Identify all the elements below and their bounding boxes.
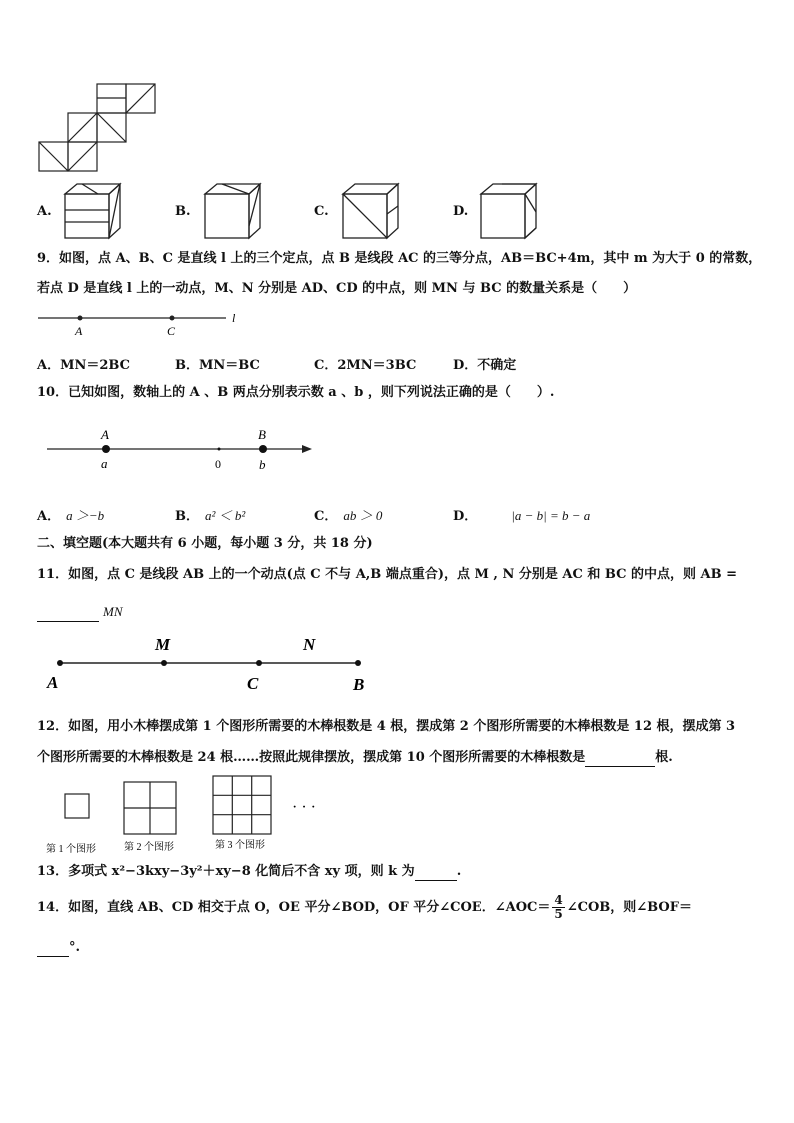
q9-option-b[interactable]: B．MN＝BC (175, 358, 260, 373)
q11-answer-line: MN (37, 603, 123, 622)
q11-blank[interactable] (37, 607, 99, 622)
q9-stem-line1: 9．如图，点 A、B、C 是直线 l 上的三个定点，点 B 是线段 AC 的三等分点，AB＝BC+4m，其中 m 为大于 0 的常数， (37, 251, 762, 266)
q10-option-b[interactable]: B． a² ＜ b² (175, 508, 246, 524)
q10-stem: 10．已知如图，数轴上的 A 、B 两点分别表示数 a 、b ，则下列说法正确的是（ ）. (37, 385, 555, 400)
q12-blank[interactable] (585, 752, 655, 767)
q13-stem: 13．多项式 x²−3kxy−3y²＋xy−8 化简后不含 xy 项，则 k 为 . (37, 864, 462, 879)
q10-label-a: a (101, 456, 108, 471)
q14-blank[interactable] (37, 942, 69, 957)
q10-option-d[interactable]: D． |a − b| = b − a (453, 508, 591, 524)
q11-label-A: A (47, 673, 59, 692)
q11-stem: 11．如图，点 C 是线段 AB 上的一个动点(点 C 不与 A,B 端点重合)，点 M , N 分别是 AC 和 BC 的中点，则 AB = (37, 567, 738, 582)
q10-label-zero: 0 (215, 457, 221, 471)
q8-option-c-label[interactable]: C. (314, 204, 329, 219)
q8-option-a-cube[interactable] (62, 182, 124, 240)
q11-label-B: B (353, 675, 365, 694)
q10-label-A: A (101, 427, 109, 442)
q12-stem-line1: 12．如图，用小木棒摆成第 1 个图形所需要的木棒根数是 4 根，摆成第 2 个图形所需要的木棒根数是 12 根，摆成第 3 (37, 719, 736, 734)
q9-stem-line2: 若点 D 是直线 l 上的一动点，M、N 分别是 AD、CD 的中点，则 MN 与 BC 的数量关系是（ ） (37, 281, 637, 296)
q12-stem-line2: 个图形所需要的木棒根数是 24 根……按照此规律摆放，摆成第 10 个图形所需要的木棒根数是 根. (37, 750, 673, 765)
q14-fraction: $\frac{4}{5}$ (554, 893, 563, 921)
q8-option-a-label[interactable]: A. (37, 204, 52, 219)
cube-net-figure (36, 82, 166, 178)
q10-label-b: b (259, 457, 266, 472)
q8-option-b-label[interactable]: B. (175, 204, 191, 219)
q9-option-d[interactable]: D．不确定 (453, 358, 517, 373)
q11-label-M: M (155, 635, 171, 654)
q12-square-figures (40, 772, 340, 858)
q12-caption-2: 第 2 个图形 (124, 842, 174, 853)
q9-label-c: C (167, 324, 176, 338)
q8-option-d-label[interactable]: D. (453, 204, 469, 219)
q12-caption-3: 第 3 个图形 (215, 840, 265, 851)
q12-caption-1: 第 1 个图形 (46, 844, 96, 855)
section-2-title: 二、填空题(本大题共有 6 小题，每小题 3 分，共 18 分) (37, 536, 373, 551)
q8-option-c-cube[interactable] (340, 182, 402, 240)
q10-label-B: B (258, 427, 266, 442)
q9-label-a: A (75, 324, 83, 338)
q14-stem-line1: 14．如图，直线 AB、CD 相交于点 O，OE 平分∠BOD，OF 平分∠COE．∠AOC＝ $\frac{4}{5}$ ∠COB，则∠BOF＝ (37, 893, 692, 921)
q9-option-c[interactable]: C．2MN＝3BC (314, 358, 417, 373)
q9-line-figure (36, 308, 246, 340)
q10-option-c[interactable]: C． ab ＞ 0 (314, 508, 383, 524)
q11-label-N: N (303, 635, 316, 654)
q11-segment-figure (40, 632, 380, 694)
q12-ellipsis: · · · (292, 799, 316, 816)
q13-blank[interactable] (415, 866, 457, 881)
q9-option-a[interactable]: A．MN＝2BC (37, 358, 130, 373)
q14-stem-line2: °. (37, 939, 80, 957)
number-line-figure (44, 424, 314, 474)
q8-option-b-cube[interactable] (202, 182, 264, 240)
q9-label-l: l (232, 311, 236, 325)
q10-option-a[interactable]: A． a ＞−b (37, 508, 105, 524)
q8-option-d-cube[interactable] (478, 182, 540, 240)
q11-label-C: C (247, 674, 259, 693)
